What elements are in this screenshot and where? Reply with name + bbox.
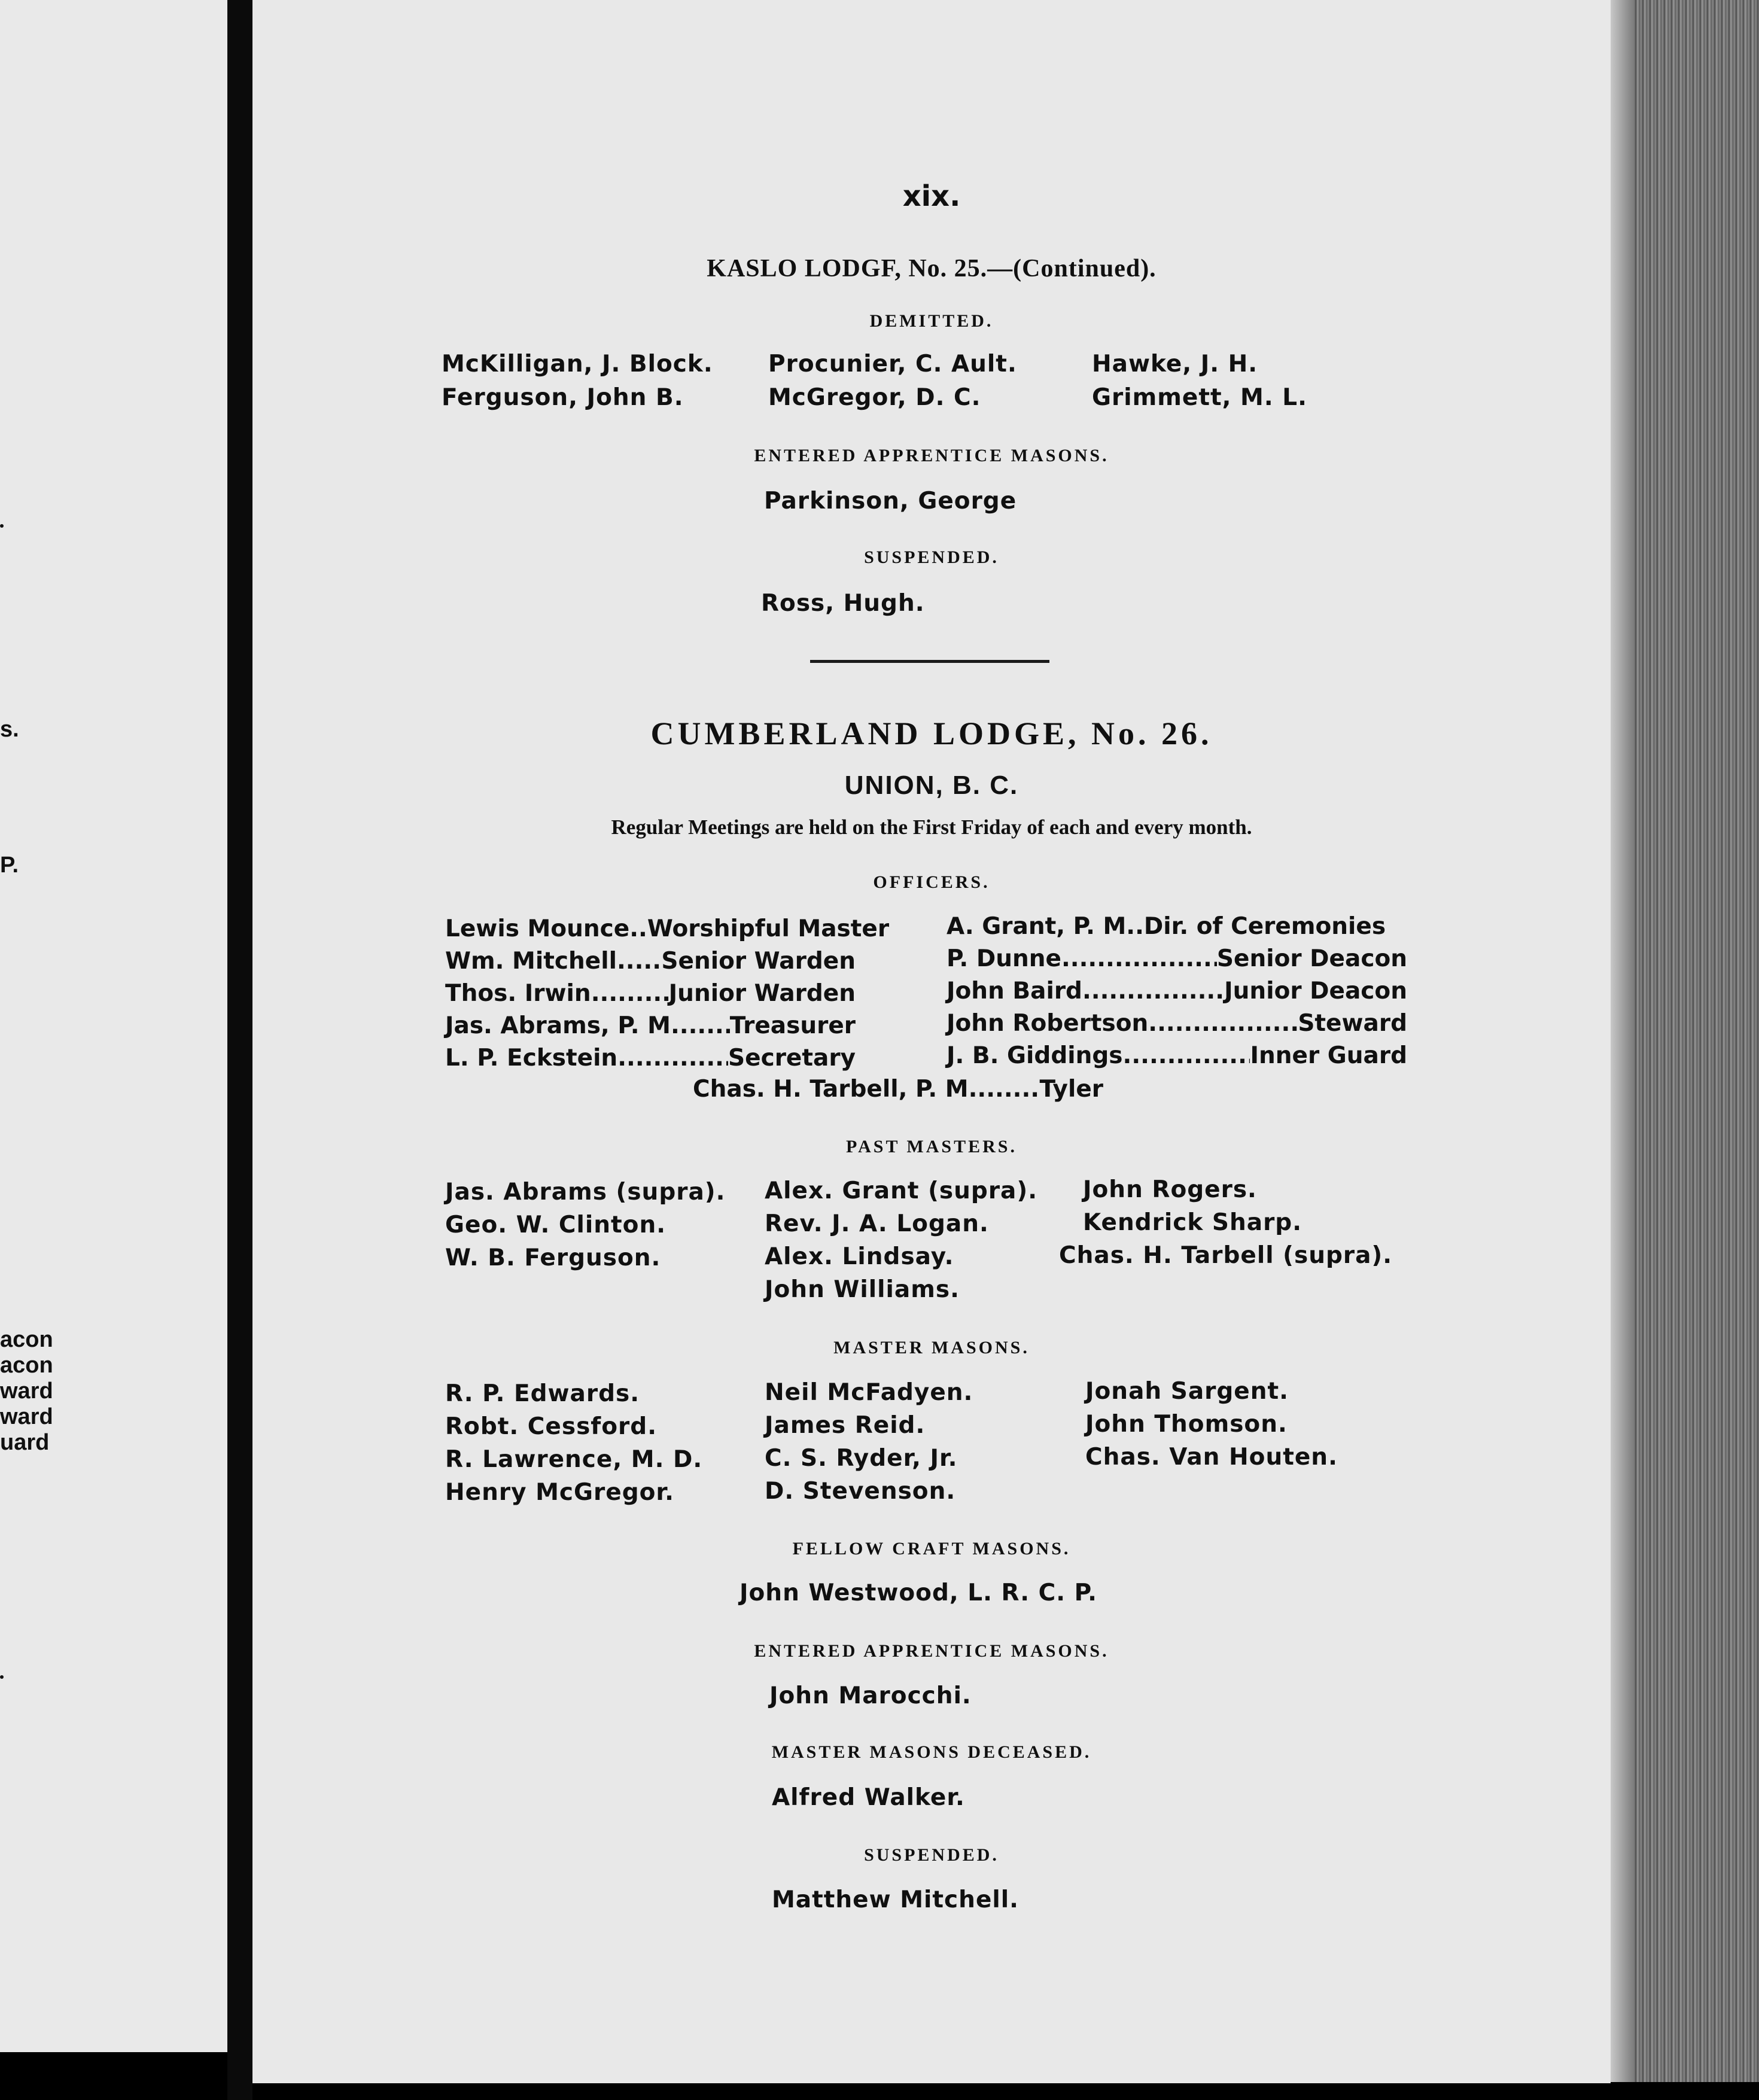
dot-leader xyxy=(617,1045,728,1072)
dot-leader xyxy=(591,980,669,1007)
officer-name: J. B. Giddings xyxy=(947,1042,1123,1069)
master-masons-heading: MASTER MASONS. xyxy=(833,1338,1030,1358)
officer-entry xyxy=(947,978,1407,1005)
member-name: R. P. Edwards. xyxy=(445,1380,640,1407)
member-name: Kendrick Sharp. xyxy=(1083,1209,1302,1236)
member-name: Robt. Cessford. xyxy=(445,1413,658,1440)
officer-entry xyxy=(693,1076,1103,1103)
member-name: John Westwood, L. R. C. P. xyxy=(739,1579,1097,1606)
member-name: McKilligan, J. Block. xyxy=(442,351,713,378)
suspended-heading: SUSPENDED. xyxy=(864,547,999,567)
left-page-dot xyxy=(0,524,4,528)
member-name: Matthew Mitchell. xyxy=(772,1886,1019,1913)
officer-role: Steward xyxy=(1298,1010,1407,1037)
member-name: Ross, Hugh. xyxy=(761,590,925,617)
officer-name: Thos. Irwin xyxy=(445,980,591,1007)
lodge-location: UNION, B. C. xyxy=(844,771,1019,800)
left-page-fragment: acon xyxy=(0,1353,53,1378)
member-name: John Williams. xyxy=(765,1276,960,1303)
member-name: Hawke, J. H. xyxy=(1092,351,1258,378)
member-name: W. B. Ferguson. xyxy=(445,1244,661,1271)
officer-role: Tyler xyxy=(1039,1076,1103,1103)
page-edge-shadow xyxy=(1611,0,1635,2082)
member-name: Ferguson, John B. xyxy=(442,384,684,411)
officer-name: P. Dunne xyxy=(947,945,1061,972)
kaslo-lodge-title: KASLO LODGF, No. 25.—(Continued). xyxy=(707,255,1157,282)
officer-role: Senior Warden xyxy=(661,948,856,975)
member-name: Jonah Sargent. xyxy=(1085,1378,1289,1405)
officer-role: Inner Guard xyxy=(1250,1042,1407,1069)
member-name: Alex. Lindsay. xyxy=(765,1243,954,1270)
section-divider xyxy=(810,660,1049,663)
member-name: Chas. H. Tarbell (supra). xyxy=(1059,1242,1393,1269)
member-name: McGregor, D. C. xyxy=(768,384,981,411)
officer-entry xyxy=(947,913,1407,940)
member-name: John Thomson. xyxy=(1085,1411,1288,1438)
officer-entry xyxy=(445,948,856,975)
dot-leader xyxy=(1082,978,1224,1005)
officer-entry xyxy=(445,1045,856,1072)
left-page-fragment: acon xyxy=(0,1327,53,1352)
officer-role: Worshipful Master xyxy=(647,915,890,942)
member-name: John Marocchi. xyxy=(769,1682,972,1709)
past-masters-heading: PAST MASTERS. xyxy=(846,1137,1017,1156)
right-page xyxy=(252,0,1611,2083)
dot-leader xyxy=(1148,1010,1298,1037)
officer-name: L. P. Eckstein xyxy=(445,1045,618,1072)
officer-name: John Baird xyxy=(947,978,1082,1005)
cumberland-lodge-title: CUMBERLAND LODGE, No. 26. xyxy=(650,716,1213,751)
member-name: Jas. Abrams (supra). xyxy=(445,1179,726,1206)
member-name: James Reid. xyxy=(765,1412,926,1439)
officer-name: Lewis Mounce.. xyxy=(445,915,647,942)
book-gutter xyxy=(227,0,252,2100)
left-page-dot xyxy=(0,1675,4,1679)
member-name: Henry McGregor. xyxy=(445,1479,674,1506)
officer-name: Chas. H. Tarbell, P. M xyxy=(693,1076,969,1103)
officer-role: Junior Deacon xyxy=(1224,978,1407,1005)
dot-leader xyxy=(1061,945,1217,972)
member-name: C. S. Ryder, Jr. xyxy=(765,1445,958,1472)
officer-name: A. Grant, P. M.. xyxy=(947,913,1144,940)
member-name: Alex. Grant (supra). xyxy=(765,1177,1038,1204)
suspended-heading: SUSPENDED. xyxy=(864,1845,999,1865)
member-name: Neil McFadyen. xyxy=(765,1379,973,1406)
demitted-heading: DEMITTED. xyxy=(869,311,994,331)
left-page-fragment: uard xyxy=(0,1430,50,1455)
officer-entry xyxy=(947,1010,1407,1037)
officers-heading: OFFICERS. xyxy=(873,872,990,892)
entered-apprentice-heading: ENTERED APPRENTICE MASONS. xyxy=(754,1641,1109,1661)
page-number: xix. xyxy=(902,179,961,213)
member-name: Parkinson, George xyxy=(764,488,1017,515)
dot-leader xyxy=(969,1076,1040,1103)
officer-role: Secretary xyxy=(728,1045,856,1072)
left-page-fragment: s. xyxy=(0,717,19,742)
member-name: Alfred Walker. xyxy=(772,1784,965,1811)
officer-role: Senior Deacon xyxy=(1216,945,1407,972)
dot-leader xyxy=(617,948,661,975)
left-page-fragment: ward xyxy=(0,1404,53,1429)
officer-entry xyxy=(445,1012,856,1039)
member-name: D. Stevenson. xyxy=(765,1478,956,1505)
officer-entry xyxy=(445,980,856,1007)
deceased-heading: MASTER MASONS DECEASED. xyxy=(771,1742,1092,1762)
member-name: Chas. Van Houten. xyxy=(1085,1444,1338,1471)
officer-entry xyxy=(947,1042,1407,1069)
officer-role: Junior Warden xyxy=(668,980,856,1007)
member-name: R. Lawrence, M. D. xyxy=(445,1446,703,1473)
member-name: Rev. J. A. Logan. xyxy=(765,1210,989,1237)
dot-leader xyxy=(671,1012,730,1039)
left-page-fragment: ward xyxy=(0,1378,53,1404)
officer-role: Treasurer xyxy=(729,1012,856,1039)
member-name: Procunier, C. Ault. xyxy=(768,351,1017,378)
officer-name: John Robertson xyxy=(947,1010,1149,1037)
dot-leader xyxy=(1123,1042,1250,1069)
officer-entry xyxy=(445,915,890,942)
officer-name: Wm. Mitchell xyxy=(445,948,617,975)
member-name: John Rogers. xyxy=(1083,1176,1257,1203)
officer-role: Dir. of Ceremonies xyxy=(1143,913,1386,940)
meetings-notice: Regular Meetings are held on the First Friday of each and every month. xyxy=(611,815,1252,839)
left-page-fragment: P. xyxy=(0,853,19,878)
officer-entry xyxy=(947,945,1407,972)
officer-name: Jas. Abrams, P. M xyxy=(445,1012,671,1039)
member-name: Grimmett, M. L. xyxy=(1092,384,1307,411)
left-facing-page xyxy=(0,0,227,2052)
member-name: Geo. W. Clinton. xyxy=(445,1212,667,1238)
entered-apprentice-heading: ENTERED APPRENTICE MASONS. xyxy=(754,446,1109,465)
fellow-craft-heading: FELLOW CRAFT MASONS. xyxy=(792,1539,1071,1559)
